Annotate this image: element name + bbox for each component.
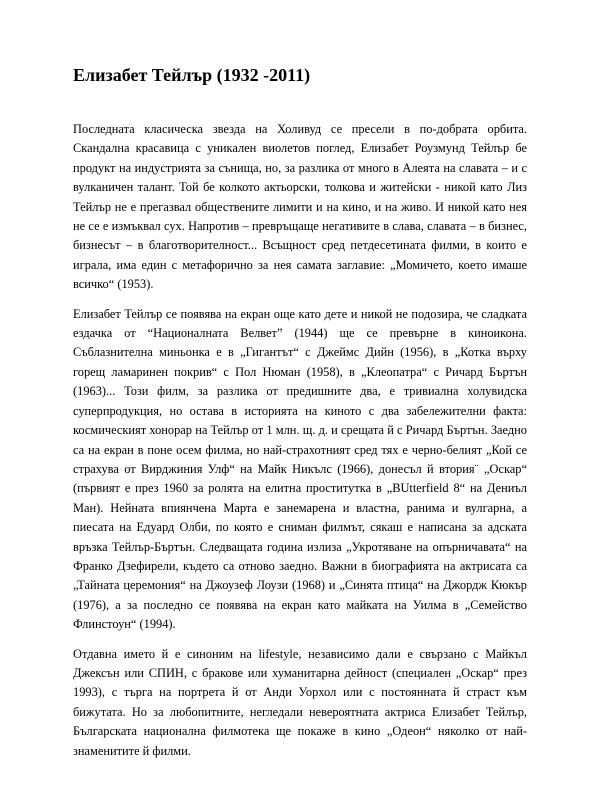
- paragraph-filmography: Елизабет Тейлър се появява на екран още като дете и никой не подозира, че сладката ездачка от “Националната Велвет” (1944) ще се превърне в киноикона. Съблазнителна миньонка е в „Гигантът“ с Джеймс Дийн (1956), в „Котка върху горещ ламаринен покрив“ с Пол Нюман (1958), в „Клеопатра“ с Ричард Бъртън (1963)... Този филм, за разлика от предишните два, е тривиална холувидска суперпродукция, но остава в историята на киното с два забележителни факта: космическият хонорар на Тейлър от 1 млн. щ. д. и срещата й с Ричард Бъртън. Заедно са на екран в поне осем филма, но най-страхотният сред тях е черно-белият „Кой се страхува от Вирджиния Улф“ на Майк Никълс (1966), донесъл й втория¨ „Оскар“ (първият е през 1960 за ролята на елитна проститутка в „BUtterfield 8“ на Дениъл Ман). Нейната впиянчена Марта е занемарена и властна, ранима и вулгарна, а пиесата на Едуард Олби, по която е сниман филмът, сякаш е написана за адската връзка Тейлър-Бъртън. Следващата година излиза „Укротяване на опърничавата“ на Франко Дзефирели, където са отново заедно. Важни в биографията на актрисата са „Тайната церемония“ на Джоузеф Лоузи (1968) и „Синята птица“ на Джордж Кюкър (1976), а за последно се появява на екран като майката на Уилма в „Семейство Флинстоун“ (1994).: [73, 306, 527, 632]
- paragraph-intro: Последната класическа звезда на Холивуд се пресели в по-добрата орбита. Скандална красавица с уникален виолетов поглед, Елизабет Роузмунд Тейлър бе продукт на индустрията за сънища, но, за разлика от много в Алеята на славата – и с вулканичен талант. Той бе колкото актьорски, толкова и житейски - никой като Лиз Тейлър не е прегазвал обществените лимити и на кино, и на живо. И никой като нея не се е измъквал сух. Напротив – превръщаще негативите в слава, славата – в бизнес, бизнесът – в благотворителност... Всъщност сред петдесетината филми, в които е играла, има един с метафорично за нея самата заглавие: „Момичето, което имаше всичко“ (1953).: [73, 122, 527, 292]
- document-body: [73, 120, 527, 771]
- paragraph-legacy: Отдавна името й е синоним на lifestyle, независимо дали е свързано с Майкъл Джексън или СПИН, с бракове или хуманитарна дейност (специален „Оскар“ през 1993), с търга на портрета й от Анди Уорхол или с постоянната й страст към бижутата. Но за любопитните, негледали невероятната актриса Елизабет Тейлър, Българската национална филмотека ще покаже в кино „Одеон“ няколко от най-знаменитите й филми.: [73, 646, 527, 758]
- document-title: Елизабет Тейлър (1932 -2011): [73, 65, 311, 85]
